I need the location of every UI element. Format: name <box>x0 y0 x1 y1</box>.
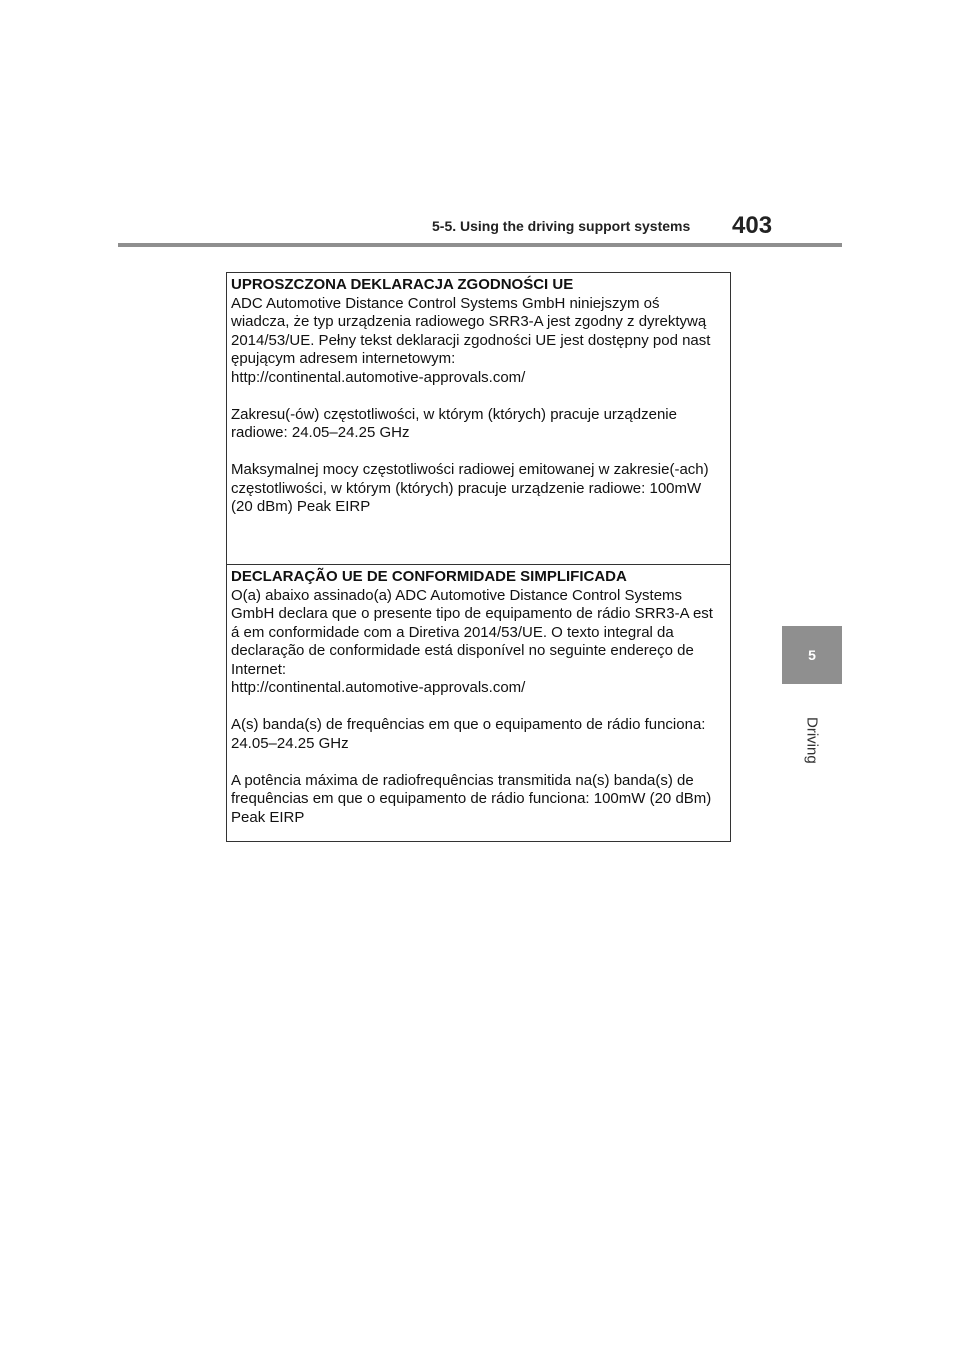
text-line: ADC Automotive Distance Control Systems GmbH niniejszym oś <box>231 294 660 312</box>
chapter-number: 5 <box>808 647 816 663</box>
text-line: wiadcza, że typ urządzenia radiowego SRR3-A jest zgodny z dyrektywą <box>231 313 707 330</box>
section-title: 5-5. Using the driving support systems <box>432 218 691 234</box>
declaration-box <box>226 272 731 842</box>
text-line: częstotliwości, w którym (których) pracuje urządzenie radiowe: 100mW <box>231 479 702 497</box>
text-line: A(s) banda(s) de frequências em que o equipamento de rádio funciona: <box>231 716 706 733</box>
portuguese-declaration <box>227 565 730 841</box>
text-line: declaração de conformidade está disponível no seguinte endereço de <box>231 642 694 659</box>
text-line: GmbH declara que o presente tipo de equipamento de rádio SRR3-A est <box>231 605 713 622</box>
text-line: radiowe: 24.05–24.25 GHz <box>231 424 410 441</box>
polish-paragraph-3 <box>231 461 726 517</box>
portuguese-paragraph-3 <box>231 772 726 828</box>
polish-paragraph-1 <box>231 295 726 388</box>
text-line: Zakresu(-ów) częstotliwości, w którym (których) pracuje urządzenie <box>231 405 677 423</box>
text-line: A potência máxima de radiofrequências transmitida na(s) banda(s) de <box>231 771 694 789</box>
text-line: á em conformidade com a Diretiva 2014/53/UE. O texto integral da <box>231 623 674 641</box>
polish-declaration <box>227 273 730 565</box>
text-line: (20 dBm) Peak EIRP <box>231 498 371 515</box>
portuguese-paragraph-2 <box>231 716 726 753</box>
page-number: 403 <box>732 212 773 239</box>
text-line: 2014/53/UE. Pełny tekst deklaracji zgodności UE jest dostępny pod nast <box>231 331 711 349</box>
url-line: http://continental.automotive-approvals.com/ <box>231 679 526 696</box>
header-divider <box>118 243 842 247</box>
polish-heading: UPROSZCZONA DEKLARACJA ZGODNOŚCI UE <box>231 276 574 293</box>
chapter-tab <box>782 626 842 684</box>
polish-paragraph-2 <box>231 406 726 443</box>
portuguese-heading: DECLARAÇÃO UE DE CONFORMIDADE SIMPLIFICADA <box>231 568 627 585</box>
portuguese-paragraph-1 <box>231 587 726 698</box>
url-line: http://continental.automotive-approvals.com/ <box>231 368 526 386</box>
chapter-label: Driving <box>803 717 821 764</box>
text-line: 24.05–24.25 GHz <box>231 734 349 752</box>
text-line: Internet: <box>231 660 287 678</box>
text-line: frequências em que o equipamento de rádio funciona: 100mW (20 dBm) <box>231 790 712 807</box>
text-line: Maksymalnej mocy częstotliwości radiowej emitowanej w zakresie(-ach) <box>231 461 709 478</box>
text-line: ępującym adresem internetowym: <box>231 350 456 367</box>
text-line: Peak EIRP <box>231 808 305 826</box>
text-line: O(a) abaixo assinado(a) ADC Automotive Distance Control Systems <box>231 586 683 604</box>
